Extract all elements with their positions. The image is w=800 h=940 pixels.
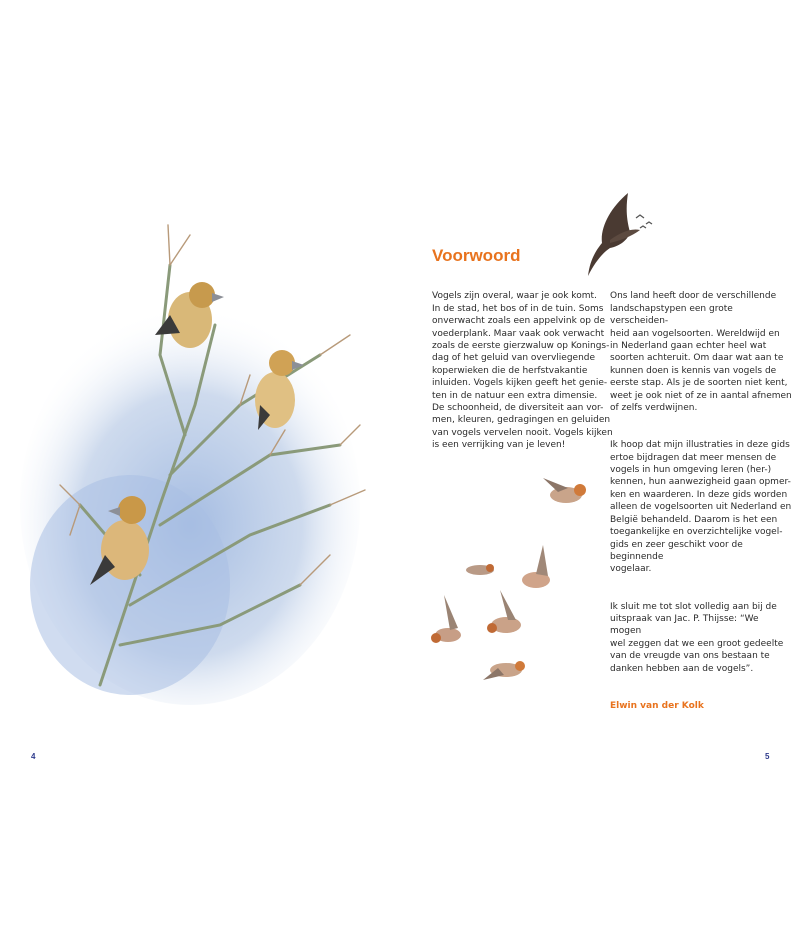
text-column-right <box>610 278 792 737</box>
paragraph: Ik hoop dat mijn illustraties in deze gids ertoe bijdragen dat meer mensen de vogels in hun omgeving leren (her-) kennen, hun aanwezigheid gaan opmer- ken en waarderen. In deze gids worden alleen de vogelsoorten uit Nederland en België behandeld. Daarom is het een toegankelijke en overzichtelijke vogel- gids en zeer geschikt voor de beginnende vogelaar. <box>610 440 792 575</box>
paragraph: Vogels zijn overal, waar je ook komt. In de stad, het bos of in de tuin. Soms onverwacht zoals een appelvink op de voederplank. Maar vaak ook verwacht zoals de eerste gierzwaluw op Konings- dag of het geluid van overvliegende koperwieken die de herfstvakantie inluiden. Vogels kijken geeft het genie- ten in de natuur een extra dimensie. De schoonheid, de diversiteit aan vor- men, kleuren, gedragingen en geluiden van vogels vervelen nooit. Vogels kijken is een verrijking van je leven! <box>432 291 613 451</box>
page-title: Voorwoord <box>432 246 521 265</box>
page-number-right: 5 <box>765 752 770 761</box>
text-column-left <box>432 278 614 476</box>
swift-illustration <box>580 188 660 278</box>
brambling-flock-illustration <box>418 470 598 695</box>
author-signature: Elwin van der Kolk <box>610 700 704 711</box>
paragraph: Ik sluit me tot slot volledig aan bij de uitspraak van Jac. P. Thijsse: “We mogen wel zeggen dat we een groot gedeelte van de vreugde van ons bestaan te danken hebben aan de vogels”. <box>610 601 784 674</box>
paragraph: Ons land heeft door de verschillende landschapstypen een grote verscheiden- heid aan vogelsoorten. Wereldwijd en in Nederland gaan echter heel wat soorten achteruit. Om daar wat aan te kunnen doen is kennis van vogels de eerste stap. Als je de soorten niet kent, weet je ook niet of ze in aantal afnemen of zelfs verdwijnen. <box>610 291 792 414</box>
page-number-left: 4 <box>31 752 36 761</box>
hawfinch-branch-illustration <box>20 205 380 705</box>
